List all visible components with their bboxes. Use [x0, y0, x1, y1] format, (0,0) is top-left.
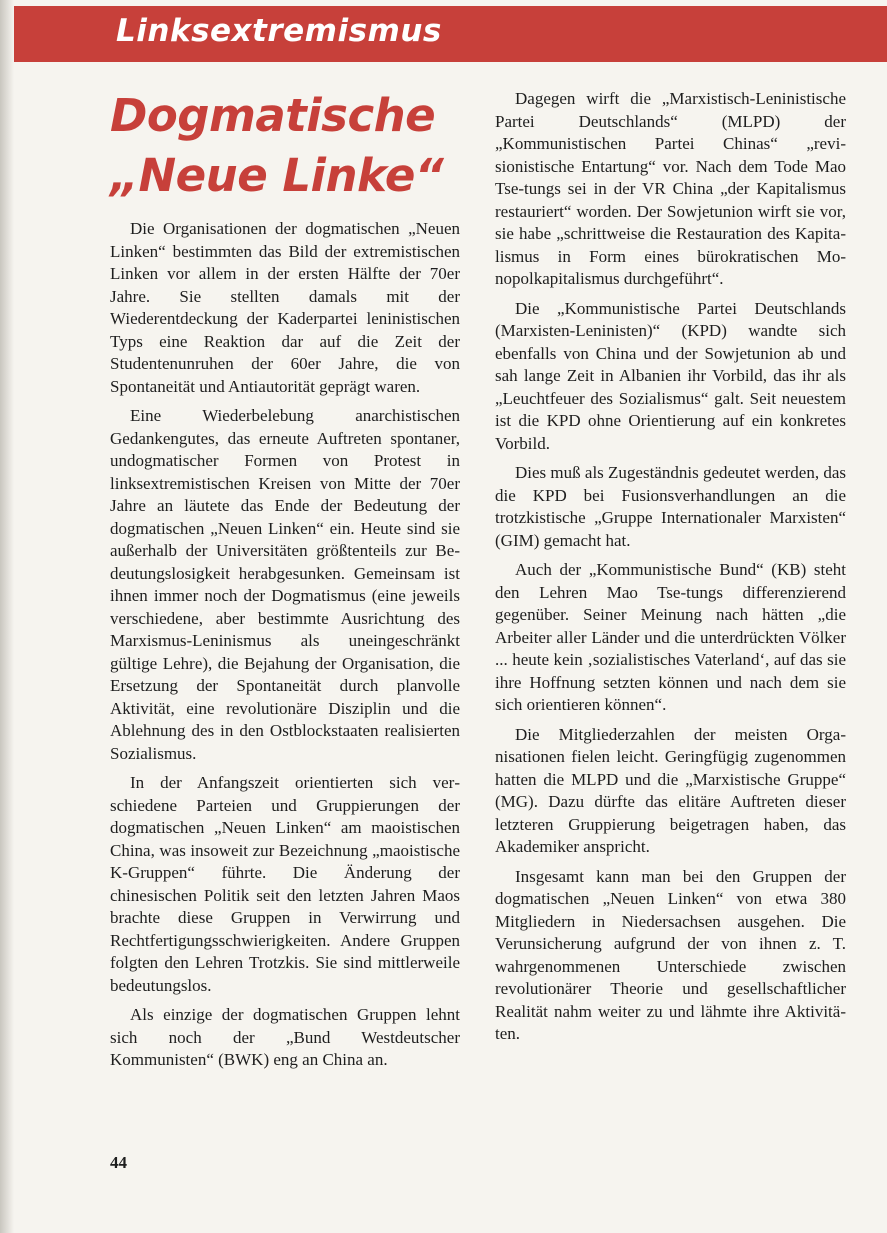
- section-title: Linksextremismus: [116, 13, 442, 49]
- headline-line-2: „Neue Linke“: [110, 149, 444, 202]
- paragraph: Dies muß als Zugeständnis gedeutet werden, das die KPD bei Fusionsverhandlungen an die trotzkistische „Gruppe Internationaler Marxisten“ (GIM) gemacht hat.: [495, 463, 846, 550]
- paragraph: In der Anfangszeit orientierten sich verschiedene Parteien und Gruppierungen der dogmatischen „Neuen Linken“ am maoistischen China, was insoweit zur Bezeichnung „maoistische K-Gruppen“ führte. Die Änderung der chinesischen Politik seit den letzten Jahren Maos brachte diese Gruppen in Verwirrung und Rechtfertigungsschwierigkeiten. Andere Gruppen folgten den Lehren Trotzkis. Sie sind mittlerweile bedeutungslos.: [110, 773, 460, 995]
- page-number: 44: [110, 1153, 127, 1172]
- paragraph: Die Organisationen der dogmatischen „Neuen Linken“ bestimmten das Bild der extremistischen Linken vor allem in der ersten Hälfte der 70er Jahre. Sie stellten damals mit der Wiederentdeckung der Kaderpartei leninistischen Typs eine Reaktion dar auf die Zeit der Studentenunruhen der 60er Jahre, die von Spontaneität und Antiautorität geprägt waren.: [110, 219, 460, 396]
- paragraph: Die Mitgliederzahlen der meisten Organisationen fielen leicht. Geringfügig zugenommen hatten die MLPD und die „Marxistische Gruppe“ (MG). Dazu dürfte das elitäre Auftreten dieser letzteren Gruppierung beigetragen haben, das Akademiker anspricht.: [495, 724, 846, 856]
- paragraph: Eine Wiederbelebung anarchistischen Gedankengutes, das erneute Auftreten spontaner, undogmatischer Formen von Protest in linksextremistischen Kreisen von Mitte der 70er Jahre an läutete das Ende der Bedeutung der dogmatischen „Neuen Linken“ ein. Heute sind sie außerhalb der Universitäten größtenteils zur Bedeutungslosigkeit herabgesunken. Gemeinsam ist ihnen immer noch der Dogmatismus (eine jeweils verschiedene, aber bestimmte Ausrichtung des Marxismus-Leninismus als uneingeschränkt gültige Lehre), die Bejahung der Organisation, die Ersetzung der Spontaneität durch planvolle Aktivität, eine revolutionäre Disziplin und die Ablehnung des in den Ostblockstaaten realisierten Sozialismus.: [110, 406, 460, 763]
- paragraph: Auch der „Kommunistische Bund“ (KB) steht den Lehren Mao Tse-tungs differenzierend gegenüber. Seiner Meinung nach hätten „die Arbeiter aller Länder und die unterdrückten Völker ... heute kein ‚sozialistisches Vaterland‘, auf das sie ihre Hoffnung setzten können und nach dem sie sich orientieren können“.: [495, 560, 846, 714]
- section-banner: [14, 6, 887, 62]
- paragraph: Dagegen wirft die „Marxistisch-Leninistische Partei Deutschlands“ (MLPD) der „Kommunistischen Partei Chinas“ „revisionistische Entartung“ vor. Nach dem Tode Mao Tse-tungs sei in der VR China „der Kapitalismus restauriert“ worden. Der Sowjetunion wirft sie vor, sie habe „schrittweise die Restauration des Kapitalismus in Form eines bürokratischen Monopolkapitalismus durchgeführt“.: [495, 89, 846, 288]
- paragraph: Als einzige der dogmatischen Gruppen lehnt sich noch der „Bund Westdeutscher Kommunisten“ (BWK) eng an China an.: [110, 1005, 460, 1069]
- paragraph: Die „Kommunistische Partei Deutschlands (Marxisten-Leninisten)“ (KPD) wandte sich ebenfalls von China und der Sowjetunion ab und sah lange Zeit in Albanien ihr Vorbild, das ihr als „Leuchtfeuer des Sozialismus“ galt. Seit neuestem ist die KPD ohne Orientierung auf ein konkretes Vorbild.: [495, 298, 846, 453]
- article-headline: [110, 86, 470, 206]
- page-binding-shadow: [0, 0, 14, 1233]
- right-text-column: [495, 88, 846, 1053]
- paragraph: Insgesamt kann man bei den Gruppen der dogmatischen „Neuen Linken“ von etwa 380 Mitgliedern in Niedersachsen ausgehen. Die Verunsicherung aufgrund der von ihnen z. T. wahrgenommenen Unterschiede zwischen revolutionärer Theorie und gesellschaftlicher Realität nahm weiter zu und lähmte ihre Aktivitäten.: [495, 866, 846, 1043]
- headline-line-1: Dogmatische: [110, 89, 436, 142]
- left-text-column: [110, 218, 460, 1079]
